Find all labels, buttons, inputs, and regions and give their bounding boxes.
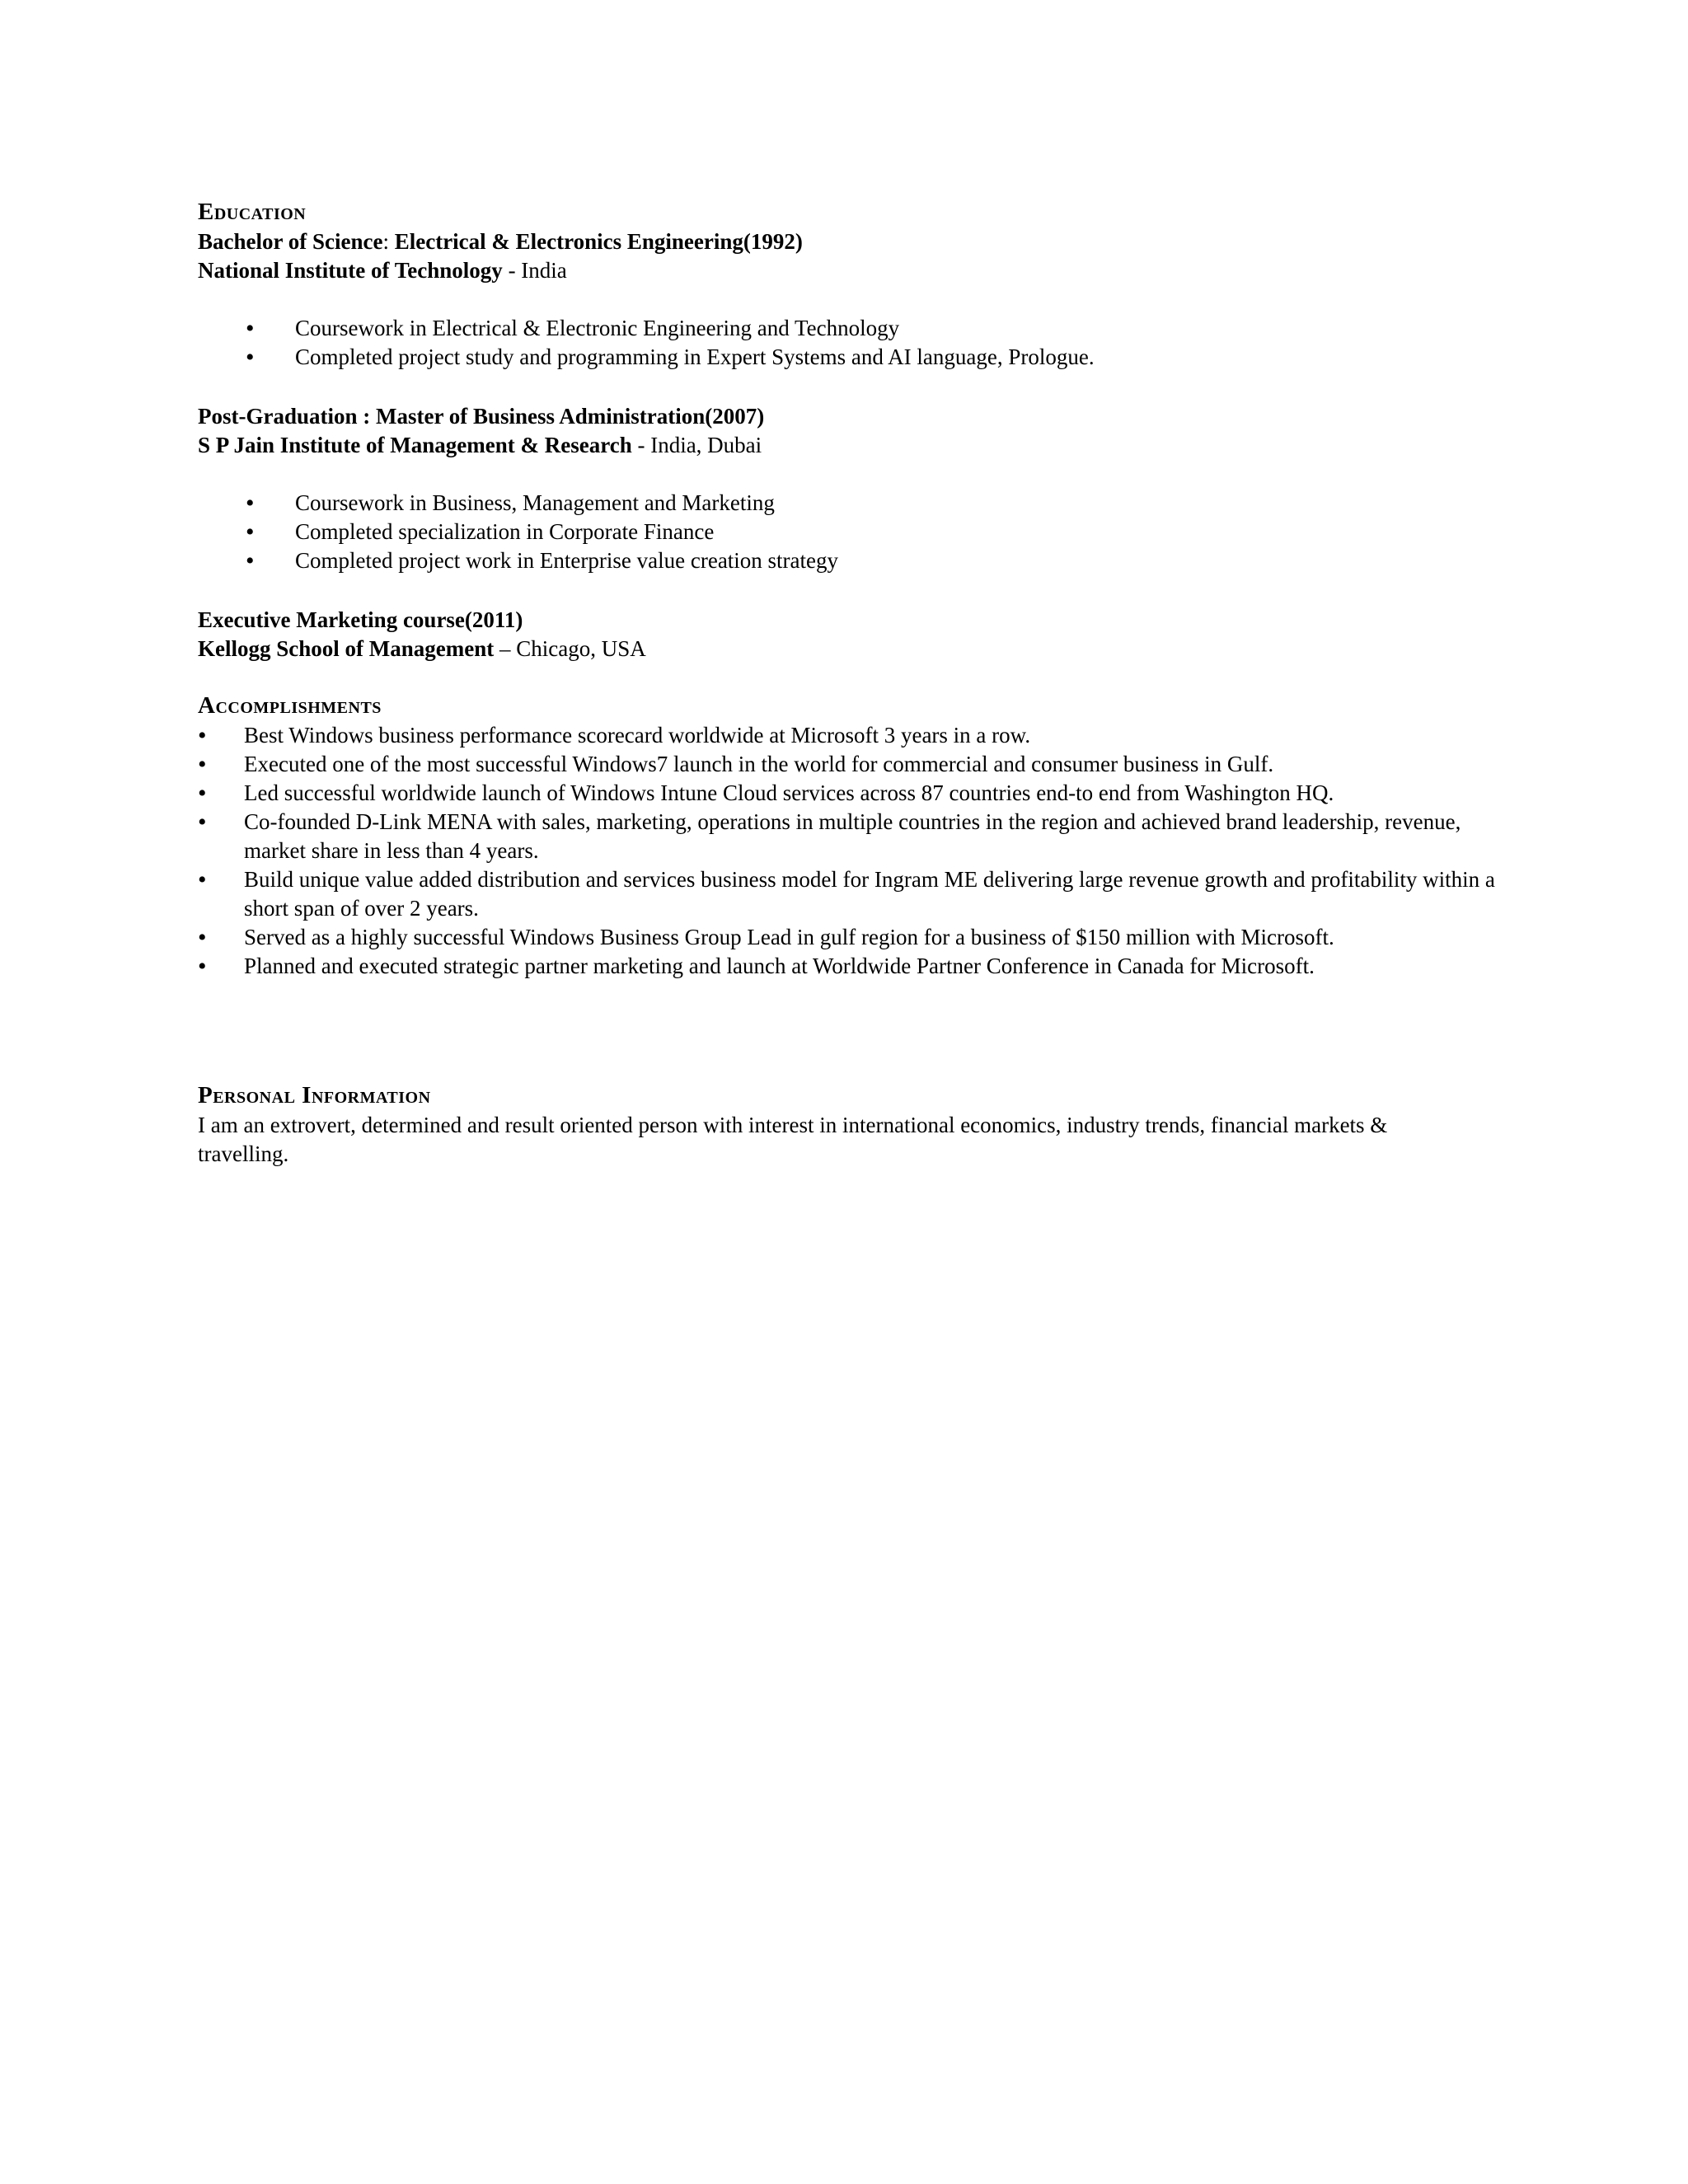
list-item: • Coursework in Electrical & Electronic Engineering and Technology xyxy=(198,314,1500,343)
bsc-degree-line xyxy=(198,227,1500,256)
accomplishments-list xyxy=(198,721,1500,981)
exec-degree: Executive Marketing course(2011) xyxy=(198,607,523,632)
list-item: • Completed project study and programming in Expert Systems and AI language, Prologue. xyxy=(198,343,1500,372)
education-heading: Education xyxy=(198,199,307,225)
mba-degree: Post-Graduation : Master of Business Administration(2007) xyxy=(198,404,765,429)
spacer xyxy=(198,663,1500,690)
bsc-location: - India xyxy=(502,258,567,283)
spacer xyxy=(198,981,1500,1080)
bsc-details-list xyxy=(198,314,1500,372)
mba-institute-line xyxy=(198,431,1500,460)
list-item: • Co-founded D-Link MENA with sales, marketing, operations in multiple countries in the region and achieved brand leadership, revenue, market share in less than 4 years. xyxy=(198,808,1513,865)
list-item: • Led successful worldwide launch of Windows Intune Cloud services across 87 countries end-to end from Washington HQ. xyxy=(198,779,1513,808)
list-item: • Best Windows business performance scorecard worldwide at Microsoft 3 years in a row. xyxy=(198,721,1513,750)
bsc-degree-detail: Electrical & Electronics Engineering(1992) xyxy=(388,229,803,254)
bsc-institute: National Institute of Technology xyxy=(198,258,503,283)
mba-location: - India, Dubai xyxy=(631,433,762,457)
resume-page xyxy=(198,196,1500,1169)
education-section xyxy=(198,196,1500,663)
exec-institute-line xyxy=(198,635,1500,663)
list-item: • Completed project work in Enterprise value creation strategy xyxy=(198,546,1500,575)
list-item: • Executed one of the most successful Windows7 launch in the world for commercial and consumer business in Gulf. xyxy=(198,750,1513,779)
list-item: • Completed specialization in Corporate Finance xyxy=(198,518,1500,546)
mba-institute: S P Jain Institute of Management & Research xyxy=(198,433,632,457)
bsc-degree: Bachelor of Science xyxy=(198,229,383,254)
exec-location: – Chicago, USA xyxy=(494,636,646,661)
list-item: • Build unique value added distribution and services business model for Ingram ME delivering large revenue growth and profitability within a short span of over 2 years. xyxy=(198,865,1513,923)
exec-degree-line xyxy=(198,606,1500,635)
bsc-institute-line xyxy=(198,256,1500,285)
list-item: • Served as a highly successful Windows Business Group Lead in gulf region for a business of $150 million with Microsoft. xyxy=(198,923,1513,952)
personal-section xyxy=(198,1080,1500,1169)
accomplishments-section xyxy=(198,690,1500,981)
mba-degree-line xyxy=(198,402,1500,431)
bsc-separator: : xyxy=(382,229,389,254)
personal-heading: Personal Information xyxy=(198,1082,431,1108)
list-item: • Coursework in Business, Management and Marketing xyxy=(198,489,1500,518)
personal-text: I am an extrovert, determined and result oriented person with interest in international economics, industry trends, financial markets & travelling. xyxy=(198,1113,1388,1166)
mba-details-list xyxy=(198,489,1500,575)
exec-institute: Kellogg School of Management xyxy=(198,636,495,661)
accomplishments-heading: Accomplishments xyxy=(198,692,382,719)
list-item: • Planned and executed strategic partner marketing and launch at Worldwide Partner Conference in Canada for Microsoft. xyxy=(198,952,1513,981)
